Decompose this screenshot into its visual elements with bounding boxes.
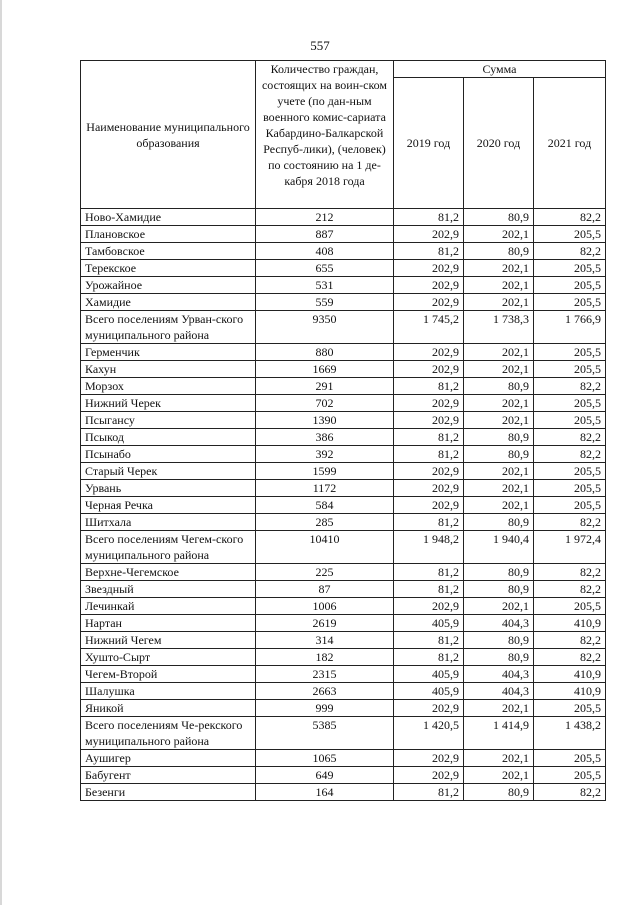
cell-2021: 82,2 xyxy=(534,632,606,649)
cell-2019: 202,9 xyxy=(394,767,464,784)
page-number: 557 xyxy=(310,38,330,53)
table-row xyxy=(81,564,606,581)
cell-2020: 202,1 xyxy=(464,361,534,378)
cell-count: 291 xyxy=(256,378,394,395)
cell-2019: 1 745,2 xyxy=(394,311,464,344)
cell-name: Нижний Черек xyxy=(81,395,256,412)
cell-count: 392 xyxy=(256,446,394,463)
cell-name: Хушто-Сырт xyxy=(81,649,256,666)
cell-name: Кахун xyxy=(81,361,256,378)
cell-2020: 80,9 xyxy=(464,649,534,666)
table-row xyxy=(81,767,606,784)
cell-count: 10410 xyxy=(256,531,394,564)
cell-name: Безенги xyxy=(81,784,256,801)
cell-2019: 202,9 xyxy=(394,361,464,378)
cell-name: Старый Черек xyxy=(81,463,256,480)
cell-count: 9350 xyxy=(256,311,394,344)
cell-2020: 202,1 xyxy=(464,767,534,784)
cell-2019: 1 948,2 xyxy=(394,531,464,564)
cell-2020: 202,1 xyxy=(464,226,534,243)
cell-2019: 202,9 xyxy=(394,700,464,717)
cell-name: Верхне-Чегемское xyxy=(81,564,256,581)
cell-count: 5385 xyxy=(256,717,394,750)
table-row xyxy=(81,497,606,514)
cell-2019: 81,2 xyxy=(394,784,464,801)
cell-name: Урожайное xyxy=(81,277,256,294)
cell-count: 584 xyxy=(256,497,394,514)
cell-2020: 404,3 xyxy=(464,666,534,683)
table-row xyxy=(81,750,606,767)
cell-2019: 202,9 xyxy=(394,598,464,615)
cell-name: Всего поселениям Чегем-ского муниципального района xyxy=(81,531,256,564)
cell-2021: 82,2 xyxy=(534,649,606,666)
cell-2020: 80,9 xyxy=(464,632,534,649)
cell-2019: 202,9 xyxy=(394,480,464,497)
cell-2021: 82,2 xyxy=(534,784,606,801)
cell-2021: 1 438,2 xyxy=(534,717,606,750)
cell-2019: 81,2 xyxy=(394,632,464,649)
table-row xyxy=(81,429,606,446)
cell-count: 2315 xyxy=(256,666,394,683)
cell-2020: 202,1 xyxy=(464,412,534,429)
table-row xyxy=(81,243,606,260)
cell-2021: 82,2 xyxy=(534,378,606,395)
cell-count: 314 xyxy=(256,632,394,649)
cell-count: 87 xyxy=(256,581,394,598)
table-body xyxy=(81,209,606,801)
table-row xyxy=(81,581,606,598)
cell-count: 1172 xyxy=(256,480,394,497)
table-row xyxy=(81,632,606,649)
cell-2021: 82,2 xyxy=(534,446,606,463)
cell-2019: 405,9 xyxy=(394,683,464,700)
table-row xyxy=(81,226,606,243)
cell-name: Хамидие xyxy=(81,294,256,311)
cell-2021: 205,5 xyxy=(534,463,606,480)
cell-2020: 80,9 xyxy=(464,446,534,463)
cell-count: 2663 xyxy=(256,683,394,700)
cell-name: Псыкод xyxy=(81,429,256,446)
cell-2021: 205,5 xyxy=(534,361,606,378)
cell-2020: 202,1 xyxy=(464,700,534,717)
cell-2021: 410,9 xyxy=(534,615,606,632)
cell-count: 225 xyxy=(256,564,394,581)
table-row xyxy=(81,294,606,311)
cell-2019: 202,9 xyxy=(394,226,464,243)
cell-2021: 205,5 xyxy=(534,412,606,429)
cell-name: Яникой xyxy=(81,700,256,717)
cell-name: Нартан xyxy=(81,615,256,632)
cell-2019: 202,9 xyxy=(394,277,464,294)
cell-2019: 81,2 xyxy=(394,378,464,395)
cell-count: 1599 xyxy=(256,463,394,480)
table-row xyxy=(81,344,606,361)
cell-name: Терекское xyxy=(81,260,256,277)
cell-2021: 410,9 xyxy=(534,683,606,700)
cell-2020: 202,1 xyxy=(464,277,534,294)
cell-count: 702 xyxy=(256,395,394,412)
cell-count: 1006 xyxy=(256,598,394,615)
cell-2019: 202,9 xyxy=(394,294,464,311)
table-row xyxy=(81,412,606,429)
cell-2020: 202,1 xyxy=(464,480,534,497)
table-row xyxy=(81,395,606,412)
cell-2020: 202,1 xyxy=(464,294,534,311)
header-year-2021: 2021 год xyxy=(534,78,606,209)
cell-2021: 82,2 xyxy=(534,564,606,581)
cell-2019: 202,9 xyxy=(394,395,464,412)
cell-count: 1669 xyxy=(256,361,394,378)
cell-2021: 205,5 xyxy=(534,598,606,615)
cell-2019: 202,9 xyxy=(394,260,464,277)
cell-2021: 82,2 xyxy=(534,209,606,226)
table-row xyxy=(81,277,606,294)
header-count: Количество граждан, состоящих на воин-ском учете (по дан-ным военного комис-сариата Кабардино-Балкарской Респуб-лики), (человек) по состоянию на 1 де-кабря 2018 года xyxy=(256,61,394,209)
table-row xyxy=(81,378,606,395)
table-row xyxy=(81,683,606,700)
cell-name: Всего поселениям Че-рекского муниципального района xyxy=(81,717,256,750)
cell-2020: 80,9 xyxy=(464,209,534,226)
cell-2019: 81,2 xyxy=(394,446,464,463)
cell-count: 212 xyxy=(256,209,394,226)
cell-2020: 80,9 xyxy=(464,429,534,446)
cell-2020: 1 738,3 xyxy=(464,311,534,344)
cell-2019: 202,9 xyxy=(394,463,464,480)
cell-2021: 82,2 xyxy=(534,581,606,598)
cell-2021: 205,5 xyxy=(534,767,606,784)
cell-2020: 202,1 xyxy=(464,497,534,514)
cell-2020: 404,3 xyxy=(464,615,534,632)
table-row xyxy=(81,784,606,801)
cell-2020: 1 940,4 xyxy=(464,531,534,564)
cell-2021: 205,5 xyxy=(534,395,606,412)
cell-name: Всего поселениям Урван-ского муниципального района xyxy=(81,311,256,344)
cell-name: Герменчик xyxy=(81,344,256,361)
cell-2019: 81,2 xyxy=(394,429,464,446)
header-year-2020: 2020 год xyxy=(464,78,534,209)
cell-2020: 80,9 xyxy=(464,581,534,598)
cell-2020: 80,9 xyxy=(464,564,534,581)
table-row xyxy=(81,649,606,666)
cell-count: 386 xyxy=(256,429,394,446)
cell-count: 649 xyxy=(256,767,394,784)
cell-2019: 202,9 xyxy=(394,344,464,361)
cell-2019: 81,2 xyxy=(394,209,464,226)
cell-2020: 1 414,9 xyxy=(464,717,534,750)
allocation-table xyxy=(80,60,606,801)
cell-2020: 80,9 xyxy=(464,378,534,395)
cell-count: 285 xyxy=(256,514,394,531)
cell-2019: 202,9 xyxy=(394,497,464,514)
header-year-2019: 2019 год xyxy=(394,78,464,209)
cell-count: 880 xyxy=(256,344,394,361)
table-row xyxy=(81,446,606,463)
table-row xyxy=(81,615,606,632)
cell-2019: 405,9 xyxy=(394,615,464,632)
scan-edge xyxy=(0,0,2,905)
cell-name: Лечинкай xyxy=(81,598,256,615)
cell-2021: 82,2 xyxy=(534,243,606,260)
cell-count: 655 xyxy=(256,260,394,277)
cell-2019: 202,9 xyxy=(394,412,464,429)
cell-2019: 81,2 xyxy=(394,564,464,581)
cell-2021: 205,5 xyxy=(534,750,606,767)
cell-name: Аушигер xyxy=(81,750,256,767)
cell-count: 408 xyxy=(256,243,394,260)
cell-2020: 80,9 xyxy=(464,243,534,260)
cell-2021: 205,5 xyxy=(534,700,606,717)
cell-name: Псынабо xyxy=(81,446,256,463)
cell-name: Ново-Хамидие xyxy=(81,209,256,226)
cell-2019: 81,2 xyxy=(394,514,464,531)
table-row xyxy=(81,209,606,226)
cell-count: 999 xyxy=(256,700,394,717)
cell-2019: 405,9 xyxy=(394,666,464,683)
cell-name: Шалушка xyxy=(81,683,256,700)
table-row xyxy=(81,311,606,344)
cell-2021: 205,5 xyxy=(534,344,606,361)
cell-count: 559 xyxy=(256,294,394,311)
cell-2019: 81,2 xyxy=(394,649,464,666)
cell-name: Урвань xyxy=(81,480,256,497)
cell-2019: 1 420,5 xyxy=(394,717,464,750)
cell-2021: 205,5 xyxy=(534,260,606,277)
cell-2021: 1 766,9 xyxy=(534,311,606,344)
cell-name: Тамбовское xyxy=(81,243,256,260)
cell-2020: 80,9 xyxy=(464,514,534,531)
cell-2020: 202,1 xyxy=(464,750,534,767)
cell-count: 887 xyxy=(256,226,394,243)
cell-2019: 81,2 xyxy=(394,581,464,598)
cell-2021: 205,5 xyxy=(534,226,606,243)
cell-name: Звездный xyxy=(81,581,256,598)
table-row xyxy=(81,700,606,717)
cell-2021: 82,2 xyxy=(534,514,606,531)
cell-2020: 404,3 xyxy=(464,683,534,700)
cell-2020: 80,9 xyxy=(464,784,534,801)
cell-name: Бабугент xyxy=(81,767,256,784)
cell-2021: 1 972,4 xyxy=(534,531,606,564)
cell-2021: 205,5 xyxy=(534,277,606,294)
cell-2021: 82,2 xyxy=(534,429,606,446)
table-row xyxy=(81,666,606,683)
cell-count: 2619 xyxy=(256,615,394,632)
cell-count: 182 xyxy=(256,649,394,666)
table-row xyxy=(81,480,606,497)
table-row xyxy=(81,531,606,564)
cell-name: Нижний Чегем xyxy=(81,632,256,649)
cell-2020: 202,1 xyxy=(464,395,534,412)
table-row xyxy=(81,463,606,480)
cell-name: Морзох xyxy=(81,378,256,395)
table-row xyxy=(81,598,606,615)
cell-2021: 205,5 xyxy=(534,294,606,311)
cell-2021: 205,5 xyxy=(534,497,606,514)
cell-name: Чегем-Второй xyxy=(81,666,256,683)
cell-2021: 410,9 xyxy=(534,666,606,683)
header-name: Наименование муниципального образования xyxy=(81,61,256,209)
cell-2021: 205,5 xyxy=(534,480,606,497)
table-row xyxy=(81,717,606,750)
cell-2019: 202,9 xyxy=(394,750,464,767)
cell-2020: 202,1 xyxy=(464,463,534,480)
table-row xyxy=(81,361,606,378)
cell-count: 1390 xyxy=(256,412,394,429)
cell-count: 1065 xyxy=(256,750,394,767)
cell-name: Черная Речка xyxy=(81,497,256,514)
table-row xyxy=(81,260,606,277)
cell-name: Шитхала xyxy=(81,514,256,531)
header-sum: Сумма xyxy=(394,61,606,78)
cell-count: 531 xyxy=(256,277,394,294)
cell-name: Плановское xyxy=(81,226,256,243)
table-row xyxy=(81,514,606,531)
cell-count: 164 xyxy=(256,784,394,801)
cell-2020: 202,1 xyxy=(464,344,534,361)
cell-name: Псыгансу xyxy=(81,412,256,429)
cell-2020: 202,1 xyxy=(464,260,534,277)
cell-2020: 202,1 xyxy=(464,598,534,615)
cell-2019: 81,2 xyxy=(394,243,464,260)
